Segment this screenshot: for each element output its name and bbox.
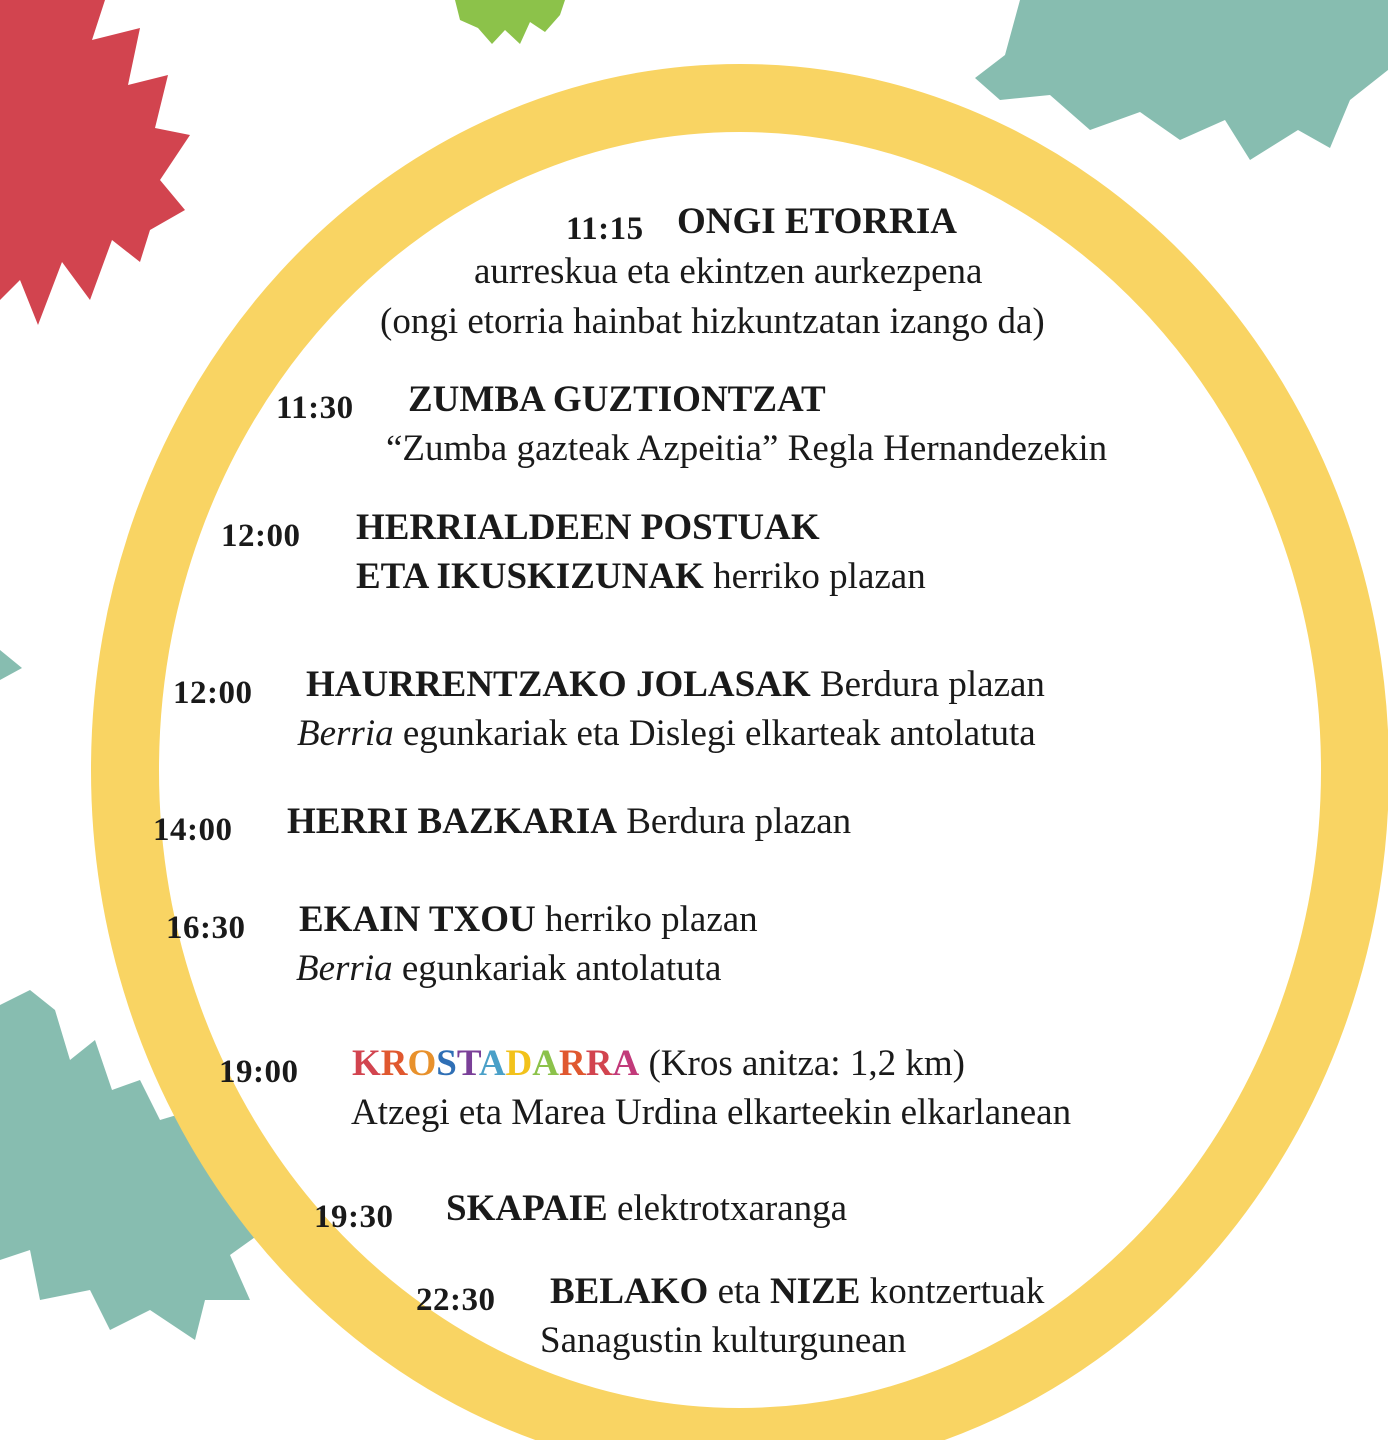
- event-heading: [287, 798, 851, 846]
- rainbow-letter: O: [407, 1043, 437, 1084]
- rainbow-letter: R: [380, 1043, 408, 1084]
- rainbow-letter: D: [505, 1043, 533, 1084]
- event-place: Berdura plazan: [810, 664, 1045, 705]
- event-heading: [306, 661, 1045, 709]
- event-heading: [299, 896, 758, 944]
- event-time: 11:30: [276, 390, 354, 426]
- connector-text: eta: [708, 1271, 770, 1312]
- rainbow-letter: A: [478, 1043, 506, 1084]
- event-place: herriko plazan: [535, 899, 758, 940]
- event-title: ONGI ETORRIA: [677, 201, 957, 242]
- event-title-continued: [356, 553, 926, 601]
- event-heading: [550, 1268, 1044, 1316]
- event-detail: kontzertuak: [860, 1271, 1045, 1312]
- event-description: Atzegi eta Marea Urdina elkarteekin elkarlanean: [351, 1092, 1072, 1133]
- rainbow-letter: R: [559, 1043, 586, 1084]
- event-heading: [352, 1040, 965, 1088]
- event-description: “Zumba gazteak Azpeitia” Regla Hernandezekin: [386, 428, 1108, 469]
- event-organizer: [296, 945, 721, 993]
- rainbow-letter: S: [436, 1043, 457, 1084]
- organizer-text: egunkariak antolatuta: [392, 948, 722, 989]
- newspaper-name: Berria: [296, 948, 393, 989]
- event-time: 22:30: [416, 1282, 496, 1318]
- organizer-text: egunkariak eta Dislegi elkarteak antolatuta: [393, 713, 1036, 754]
- event-time: 19:30: [314, 1199, 394, 1235]
- event-title: HERRI BAZKARIA: [287, 801, 617, 842]
- event-title: HAURRENTZAKO JOLASAK: [306, 664, 811, 705]
- event-detail: elektrotxaranga: [607, 1188, 848, 1229]
- rainbow-letter: R: [585, 1043, 613, 1084]
- event-title: HERRIALDEEN POSTUAK: [356, 507, 820, 548]
- event-title: ZUMBA GUZTIONTZAT: [408, 379, 826, 420]
- band-name-belako: BELAKO: [550, 1271, 709, 1312]
- event-time: 12:00: [221, 518, 301, 554]
- event-place: Berdura plazan: [616, 801, 852, 842]
- event-venue: Sanagustin kulturgunean: [540, 1320, 907, 1361]
- event-title: SKAPAIE: [446, 1188, 608, 1229]
- rainbow-letter: A: [532, 1043, 560, 1084]
- event-detail: (Kros anitza: 1,2 km): [639, 1043, 965, 1084]
- band-name-nize: NIZE: [769, 1271, 861, 1312]
- event-note: (ongi etorria hainbat hizkuntzatan izango da): [380, 301, 1045, 342]
- rainbow-letter: A: [612, 1043, 640, 1084]
- event-time: 12:00: [173, 675, 253, 711]
- rainbow-letter: K: [352, 1043, 381, 1084]
- event-time: 11:15: [566, 211, 644, 247]
- event-place: herriko plazan: [703, 556, 926, 597]
- event-heading: [446, 1185, 847, 1233]
- red-leaf-icon: [0, 0, 190, 325]
- green-leaf-icon: [455, 0, 565, 44]
- event-time: 19:00: [219, 1054, 299, 1090]
- rainbow-letter: T: [456, 1043, 479, 1084]
- event-time: 14:00: [153, 812, 233, 848]
- event-title-part: ETA IKUSKIZUNAK: [356, 556, 704, 597]
- event-organizer: [297, 710, 1036, 758]
- event-description: aurreskua eta ekintzen aurkezpena: [474, 251, 983, 292]
- newspaper-name: Berria: [297, 713, 394, 754]
- event-time: 16:30: [166, 910, 246, 946]
- event-title: EKAIN TXOU: [299, 899, 536, 940]
- teal-leaf-tip-icon: [0, 650, 22, 680]
- teal-leaf-top-right-icon: [975, 0, 1388, 160]
- event-title-rainbow: [352, 1043, 639, 1084]
